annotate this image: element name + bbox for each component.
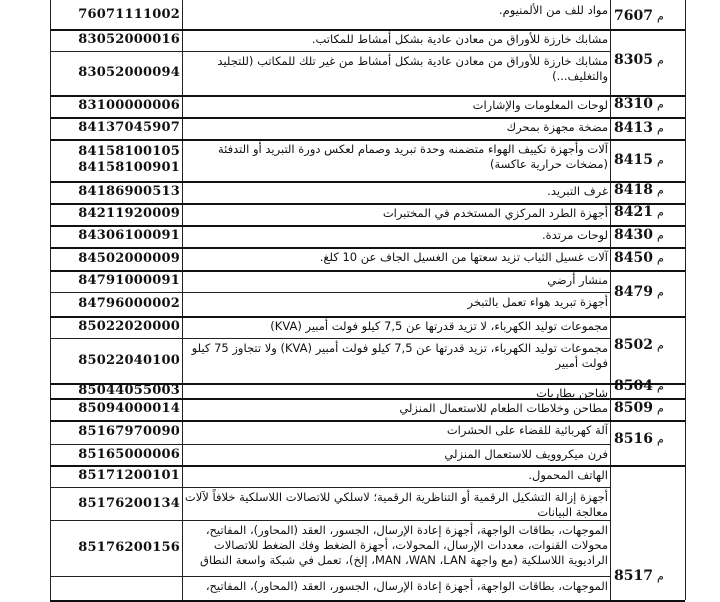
item-description: الهاتف المحمول. — [528, 468, 608, 482]
item-description: شاحن بطاريات — [536, 386, 608, 400]
item-description: أجهزة إزالة التشكيل الرقمية أو التناظرية الرقمية؛ لاسلكي للاتصالات اللاسلكية خلافاً لآلات معالجة البيانات — [184, 490, 608, 519]
tariff-code: 85094000014 — [78, 401, 180, 416]
tariff-code: 84186900513 — [78, 184, 180, 199]
heading-prefix: م — [656, 570, 664, 583]
column-rule — [50, 0, 51, 600]
row-separator — [50, 316, 685, 318]
row-separator — [50, 465, 685, 467]
heading-number: 8418 — [614, 182, 653, 198]
heading-prefix: م — [656, 229, 664, 242]
heading-code — [614, 250, 672, 267]
row-separator — [50, 420, 685, 422]
row-separator — [50, 247, 685, 249]
heading-number: 8430 — [614, 227, 653, 243]
item-description: مجموعات توليد الكهرباء، تزيد قدرتها عن 7,5 كيلو فولت أمبير (KVA) ولا تتجاوز 75 كيلو فولت أمبير — [191, 341, 608, 370]
row-separator — [50, 139, 685, 141]
heading-number: 8504 — [614, 378, 653, 394]
heading-code — [614, 284, 672, 301]
heading-code — [614, 96, 672, 113]
heading-code — [614, 568, 672, 585]
tariff-code: 83052000094 — [78, 65, 180, 80]
tariff-code: 85176200156 — [78, 540, 180, 555]
heading-prefix: م — [656, 54, 664, 67]
heading-number: 8517 — [614, 568, 653, 584]
heading-prefix: م — [656, 252, 664, 265]
heading-code — [614, 337, 672, 354]
item-description: مشابك خارزة للأوراق من معادن عادية بشكل أمشاط للمكاتب. — [311, 32, 608, 46]
heading-number: 8415 — [614, 152, 653, 168]
item-description: مشابك خارزة للأوراق من معادن عادية بشكل أمشاط من غير تلك للمكاتب (للتجليد والتغليف...) — [217, 54, 608, 83]
row-separator — [50, 117, 685, 119]
entry-separator — [50, 292, 610, 293]
heading-code — [614, 227, 672, 244]
heading-prefix: م — [656, 122, 664, 135]
heading-prefix: م — [656, 154, 664, 167]
heading-number: 8509 — [614, 400, 653, 416]
heading-code — [614, 431, 672, 448]
heading-prefix: م — [656, 184, 664, 197]
item-description: لوحات المعلومات والإشارات — [472, 98, 608, 112]
item-description: منشار أرضي — [547, 273, 608, 287]
tariff-code: 76071111002 — [78, 7, 180, 22]
item-description: أجهزة الطرد المركزي المستخدم في المختبرات — [382, 206, 608, 220]
tariff-code: 85171200101 — [78, 468, 180, 483]
item-description: آلة كهربائية للقضاء على الحشرات — [446, 423, 608, 437]
heading-prefix: م — [656, 10, 664, 23]
heading-number: 8305 — [614, 52, 653, 68]
column-rule — [182, 0, 183, 600]
heading-code — [614, 204, 672, 221]
heading-prefix: م — [656, 433, 664, 446]
entry-separator — [50, 444, 610, 445]
row-separator — [50, 29, 685, 31]
tariff-code: 85167970090 — [78, 424, 180, 439]
entry-separator — [50, 576, 610, 577]
heading-prefix: م — [656, 339, 664, 352]
entry-separator — [50, 338, 610, 339]
item-description: الموجهات، بطاقات الواجهة، أجهزة إعادة الإرسال، الجسور، العقد (المحاور)، المفاتيح، محولات القنوات، معددات الإرسال، المحولات، أجهزة الضغط وفك الضغط للاتصالات الراديوية اللاسلكية (مع واجهة MAN ،WAN ،LAN، إلخ)، تعمل في شبكة واسعة النطاق — [200, 523, 608, 567]
tariff-code: 85165000006 — [78, 447, 180, 462]
item-description: غرف التبريد. — [547, 184, 608, 198]
tariff-code: 85176200134 — [78, 496, 180, 511]
heading-prefix: م — [656, 380, 664, 393]
tariff-code: 84791000091 — [78, 273, 180, 288]
item-description: مضخة مجهزة بمحرك — [506, 120, 608, 134]
entry-separator — [50, 520, 610, 521]
heading-number: 7607 — [614, 8, 653, 24]
item-description: مواد للف من الألمنيوم. — [498, 3, 608, 17]
heading-code — [614, 8, 672, 25]
heading-prefix: م — [656, 98, 664, 111]
item-description: آلات وأجهزة تكييف الهواء متضمنه وحدة تبريد وصمام لعكس دورة التبريد أو التدفئة (مضخات حرارية عاكسة) — [218, 142, 608, 171]
tariff-code: 83100000006 — [78, 98, 180, 113]
tariff-code: 84306100091 — [78, 228, 180, 243]
heading-code — [614, 400, 672, 417]
tariff-code: 84796000002 — [78, 296, 180, 311]
item-description: آلات غسيل الثياب تزيد سعتها من الغسيل الجاف عن 10 كلغ. — [319, 250, 608, 264]
row-separator — [50, 225, 685, 227]
tariff-code: 85022040100 — [78, 353, 180, 368]
tariff-code: 84502000009 — [78, 251, 180, 266]
heading-code — [614, 52, 672, 69]
row-separator — [50, 203, 685, 205]
row-separator — [50, 270, 685, 272]
heading-prefix: م — [656, 206, 664, 219]
item-description: لوحات مرتدة. — [542, 228, 608, 242]
column-rule — [610, 0, 611, 600]
item-description: مطاحن وخلاطات الطعام للاستعمال المنزلي — [399, 401, 608, 415]
heading-number: 8450 — [614, 250, 653, 266]
heading-number: 8421 — [614, 204, 653, 220]
row-separator — [50, 95, 685, 97]
heading-number: 8516 — [614, 431, 653, 447]
tariff-code: 85044055003 — [78, 383, 180, 398]
tariff-code: 84158100105 84158100901 — [78, 144, 180, 175]
column-rule — [685, 0, 686, 600]
heading-code — [614, 182, 672, 199]
entry-separator — [50, 487, 610, 488]
entry-separator — [50, 51, 610, 52]
tariff-code: 84137045907 — [78, 120, 180, 135]
item-description: أجهزة تبريد هواء تعمل بالتبخر — [467, 295, 608, 309]
heading-number: 8502 — [614, 337, 653, 353]
item-description: مجموعات توليد الكهرباء، لا تزيد قدرتها عن 7,5 كيلو فولت أمبير (KVA) — [270, 319, 608, 333]
tariff-code: 85022020000 — [78, 319, 180, 334]
heading-prefix: م — [656, 286, 664, 299]
item-description: الموجهات، بطاقات الواجهة، أجهزة إعادة الإرسال، الجسور، العقد (المحاور)، المفاتيح، — [205, 579, 608, 593]
heading-code — [614, 152, 672, 169]
heading-prefix: م — [656, 402, 664, 415]
row-separator — [50, 181, 685, 183]
heading-number: 8479 — [614, 284, 653, 300]
item-description: فرن ميكروويف للاستعمال المنزلي — [444, 447, 608, 461]
tariff-code: 84211920009 — [78, 206, 180, 221]
heading-code — [614, 378, 672, 395]
heading-number: 8310 — [614, 96, 653, 112]
tariff-code: 83052000016 — [78, 32, 180, 47]
heading-number: 8413 — [614, 120, 653, 136]
heading-code — [614, 120, 672, 137]
